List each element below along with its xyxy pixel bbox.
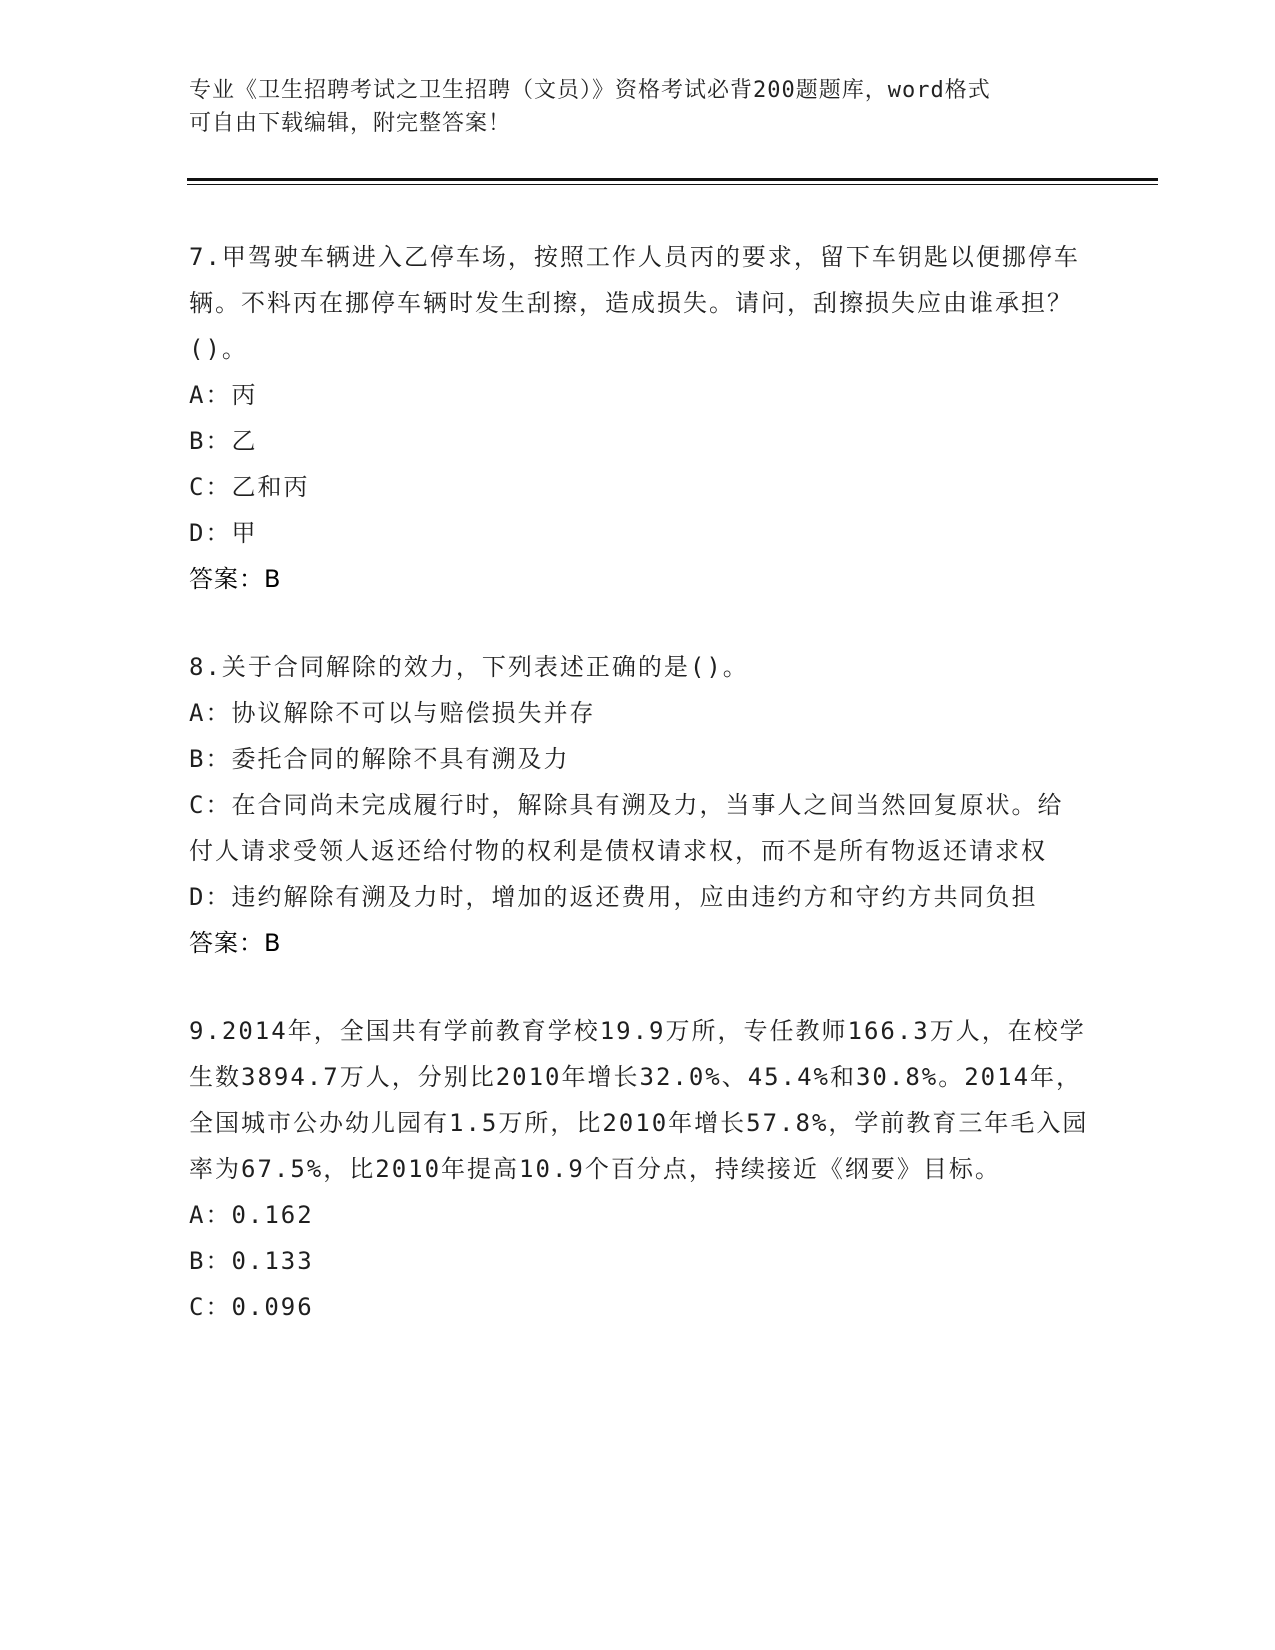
- option-a: A：0.162: [189, 1201, 314, 1229]
- option-b: B：委托合同的解除不具有溯及力: [189, 745, 570, 773]
- answer-label: 答案：B: [189, 565, 282, 593]
- answer-label: 答案：B: [189, 929, 282, 957]
- header-divider-thin: [187, 184, 1158, 185]
- option-c: C：0.096: [189, 1293, 314, 1321]
- question-stem: 9.2014年，全国共有学前教育学校19.9万所，专任教师166.3万人，在校学生数3894.7万人，分别比2010年增长32.0%、45.4%和30.8%。2014年，全国城市公办幼儿园有1.5万所，比2010年增长57.8%，学前教育三年毛入园率为67.5%，比2010年提高10.9个百分点，持续接近《纲要》目标。: [189, 1017, 1089, 1183]
- option-a: A：协议解除不可以与赔偿损失并存: [189, 699, 596, 727]
- option-c: C：在合同尚未完成履行时，解除具有溯及力，当事人之间当然回复原状。给付人请求受领人返还给付物的权利是债权请求权，而不是所有物返还请求权: [189, 791, 1064, 865]
- header-line-1: 专业《卫生招聘考试之卫生招聘（文员）》资格考试必背200题题库，word格式: [189, 78, 991, 103]
- question-list: [189, 234, 1089, 1372]
- header-line-2: 可自由下载编辑，附完整答案！: [189, 111, 512, 136]
- option-b: B：0.133: [189, 1247, 314, 1275]
- header-divider-thick: [187, 178, 1158, 181]
- question-9: [189, 1008, 1089, 1330]
- question-stem: 7.甲驾驶车辆进入乙停车场，按照工作人员丙的要求，留下车钥匙以便挪停车辆。不料丙在挪停车辆时发生刮擦，造成损失。请问，刮擦损失应由谁承担？()。: [189, 243, 1080, 363]
- question-stem: 8.关于合同解除的效力，下列表述正确的是()。: [189, 653, 749, 681]
- option-a: A：丙: [189, 381, 258, 409]
- option-d: D：违约解除有溯及力时，增加的返还费用，应由违约方和守约方共同负担: [189, 883, 1038, 911]
- question-8: [189, 644, 1089, 966]
- option-d: D：甲: [189, 519, 258, 547]
- document-header: [189, 74, 1069, 140]
- option-c: C：乙和丙: [189, 473, 310, 501]
- question-7: [189, 234, 1089, 602]
- option-b: B：乙: [189, 427, 258, 455]
